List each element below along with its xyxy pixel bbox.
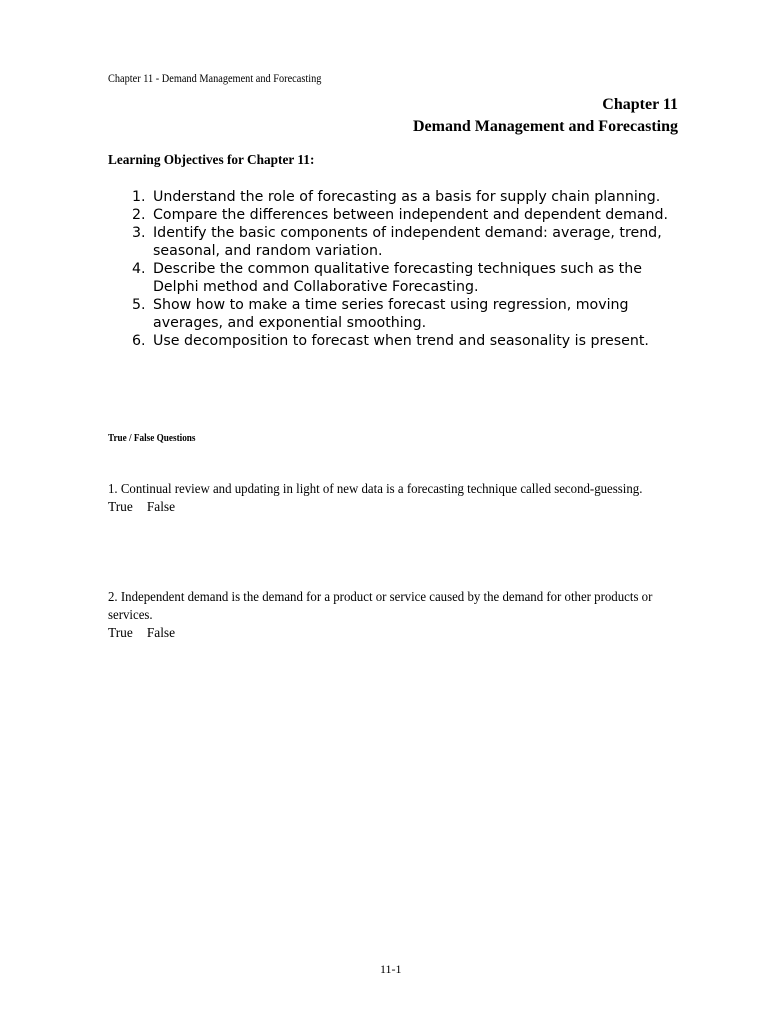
objective-item <box>108 188 688 206</box>
objective-text: Understand the role of forecasting as a basis for supply chain planning. <box>153 189 661 205</box>
objective-item <box>108 260 688 296</box>
chapter-title-block <box>413 94 678 138</box>
answer-false: False <box>146 625 176 640</box>
answer-false: False <box>146 499 176 514</box>
answer-true: True <box>108 625 133 640</box>
objective-number: 1. <box>132 189 146 205</box>
running-header: Chapter 11 - Demand Management and Forecasting <box>108 71 322 85</box>
objective-number: 2. <box>132 207 146 223</box>
answer-choices <box>108 624 708 642</box>
page-number: 11-1 <box>380 962 402 976</box>
objective-item <box>108 224 688 260</box>
answer-choices <box>108 498 708 516</box>
question-text: 1. Continual review and updating in light of new data is a forecasting technique called second-guessing. <box>108 481 643 496</box>
objective-text: Show how to make a time series forecast using regression, moving averages, and exponential smoothing. <box>153 297 629 331</box>
question-1 <box>108 480 708 516</box>
question-2 <box>108 588 708 642</box>
objective-number: 3. <box>132 225 146 241</box>
objectives-heading: Learning Objectives for Chapter 11: <box>108 153 315 168</box>
objective-item <box>108 332 688 350</box>
objective-text: Describe the common qualitative forecasting techniques such as the Delphi method and Collaborative Forecasting. <box>153 261 642 295</box>
chapter-title: Demand Management and Forecasting <box>412 118 678 135</box>
objective-item <box>108 206 688 224</box>
objective-number: 5. <box>132 297 146 313</box>
question-text: 2. Independent demand is the demand for a product or service caused by the demand for other products or services. <box>108 589 653 622</box>
objective-text: Identify the basic components of independent demand: average, trend, seasonal, and random variation. <box>153 225 662 259</box>
true-false-heading: True / False Questions <box>108 433 196 444</box>
objectives-list <box>108 188 688 350</box>
objective-item <box>108 296 688 332</box>
objective-text: Use decomposition to forecast when trend and seasonality is present. <box>153 333 649 349</box>
objective-number: 4. <box>132 261 146 277</box>
objective-text: Compare the differences between independent and dependent demand. <box>153 207 669 223</box>
objective-number: 6. <box>132 333 146 349</box>
answer-true: True <box>108 499 133 514</box>
chapter-number: Chapter 11 <box>602 96 678 113</box>
